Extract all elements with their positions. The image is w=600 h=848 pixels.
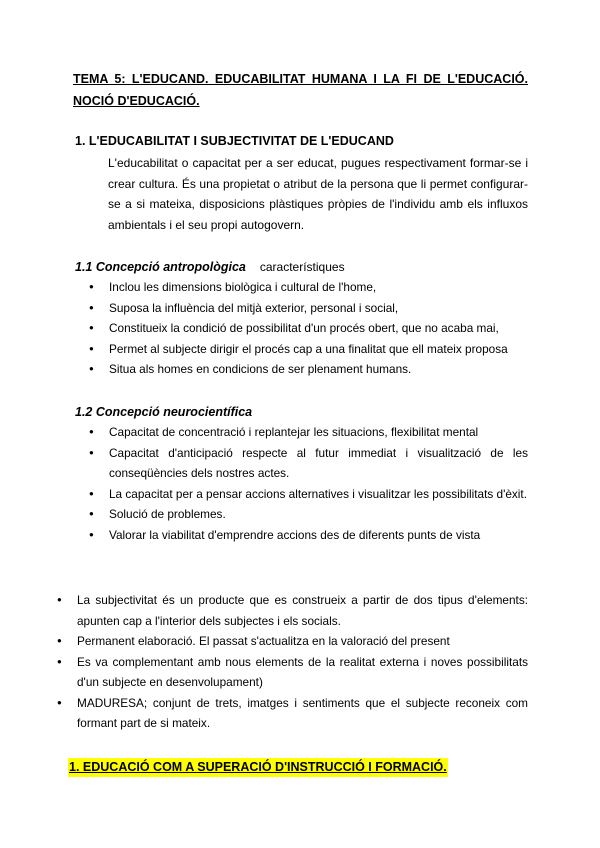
section-1-heading: 1. L'EDUCABILITAT I SUBJECTIVITAT DE L'EDUCAND: [75, 134, 394, 148]
list-item: ● La capacitat per a pensar accions alternatives i visualitzar les possibilitats d'èxit.: [109, 484, 528, 505]
list-item: ● Constitueix la condició de possibilitat d'un procés obert, que no acaba mai,: [109, 318, 528, 339]
list-item: ● Permet al subjecte dirigir el procés cap a una finalitat que ell mateix proposa: [109, 339, 528, 360]
list-item: ● Capacitat d'anticipació respecte al futur immediat i visualització de les conseqüències dels nostres actes.: [109, 443, 528, 484]
list-item: ● Inclou les dimensions biològica i cultural de l'home,: [109, 277, 528, 298]
subsection-1-1-title: 1.1 Concepció antropològica: [75, 260, 246, 274]
subsection-1-2-heading: 1.2 Concepció neurocientífica: [75, 405, 253, 419]
list-item: ● Suposa la influència del mitjà exterior, personal i social,: [109, 298, 528, 319]
neuroscientific-list: [109, 422, 528, 545]
document-title-line-1: TEMA 5: L'EDUCAND. EDUCABILITAT HUMANA I LA FI DE L'EDUCACIÓ.: [73, 72, 528, 86]
list-item: ● Es va complementant amb nous elements de la realitat externa i noves possibilitats d'un subjecte en desenvolupament): [77, 652, 528, 693]
list-item: ● Solució de problemes.: [109, 504, 528, 525]
list-item: ● MADURESA; conjunt de trets, imatges i sentiments que el subjecte reconeix com formant part de si mateix.: [77, 693, 528, 734]
subjectivity-list: [77, 590, 528, 734]
document-title-line-2: NOCIÓ D'EDUCACIÓ.: [73, 94, 200, 108]
list-item: ● Permanent elaboració. El passat s'actualitza en la valoració del present: [77, 631, 528, 652]
subsection-1-1-heading: [75, 260, 345, 274]
section-1-paragraph: L'educabilitat o capacitat per a ser educat, pugues respectivament formar-se i crear cultura. És una propietat o atribut de la persona que li permet configurar-se a si mateixa, disposicions plàstiques pròpies de l'individu amb els influxos ambientals i el seu propi autogovern.: [108, 156, 528, 232]
list-item: ● Valorar la viabilitat d'emprendre accions des de diferents punts de vista: [109, 525, 528, 546]
list-item: ● Situa als homes en condicions de ser plenament humans.: [109, 359, 528, 380]
anthropological-list: [109, 277, 528, 380]
list-item: ● La subjectivitat és un producte que es construeix a partir de dos tipus d'elements: apunten cap a l'interior dels subjectes i els socials.: [77, 590, 528, 631]
section-2-heading: 1. EDUCACIÓ COM A SUPERACIÓ D'INSTRUCCIÓ I FORMACIÓ.: [68, 758, 448, 777]
subsection-1-1-aside: característiques: [259, 260, 345, 274]
list-item: ● Capacitat de concentració i replantejar les situacions, flexibilitat mental: [109, 422, 528, 443]
